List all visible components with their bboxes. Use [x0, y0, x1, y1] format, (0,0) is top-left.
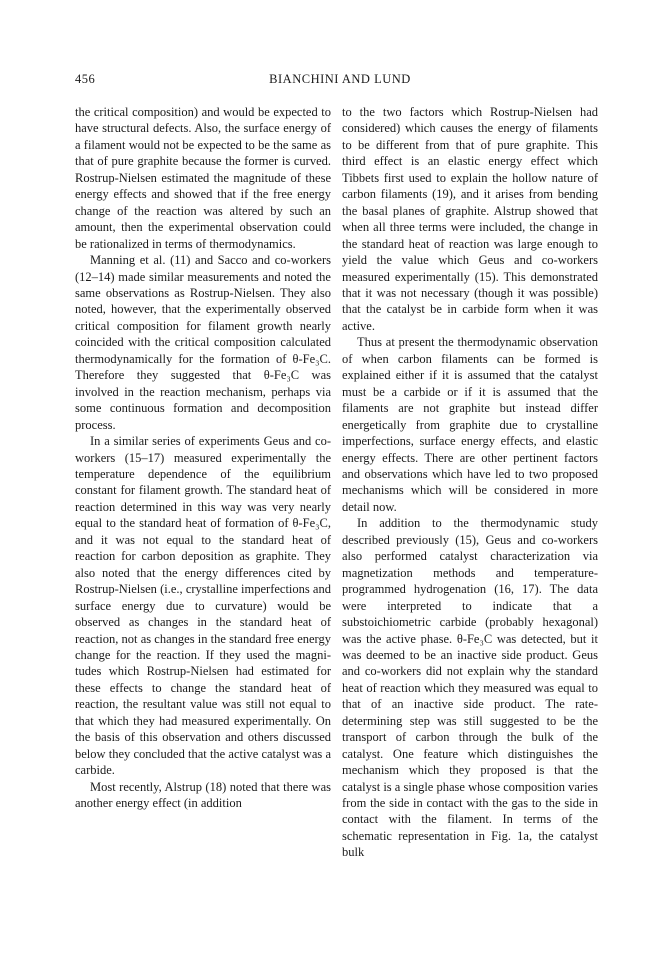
right-column: [342, 104, 598, 861]
page-number: 456: [75, 72, 96, 86]
paragraph: In addition to the thermodynamic study described previously (15), Geus and co-workers also performed catalyst characterization via magnetization methods and temperature-programmed hydrogenation (16, 17). The data were interpreted to indicate that a substoichiometric carbide (probably hexagonal) was the active phase. θ-Fe₃C was detected, but it was deemed to be an inactive side product. Geus and co-workers did not explain why the standard heat of reaction which they measured was equal to that of an inactive side product. The rate-determining step was still suggested to be the transport of carbon through the bulk of the catalyst. One feature which distinguishes the mechanism which they proposed is that the catalyst is a single phase whose composition varies from the side in contact with the gas to the side in contact with the filament. In terms of the schematic representation in Fig. 1a, the catalyst bulk: [342, 516, 598, 860]
paragraph: the critical composition) and would be expected to have structural defects. Also, the surface energy of a filament would not be expected to be the same as that of pure graphite because the former is curved. Rostrup-Nielsen estimated the magnitude of these energy effects and showed that if the free energy change of the reaction was altered by such an amount, then the experimental observation could be rationalized in terms of thermodynamics.: [75, 105, 331, 251]
paragraph: to the two factors which Rostrup-Nielsen had considered) which causes the energy of filaments to be different from that of pure graphite. This third effect is an elastic energy effect which Tibbets first used to explain the hollow nature of carbon filaments (19), and it arises from bending the basal planes of graphite. Alstrup showed that when all three terms were included, the change in the standard heat of reaction was large enough to yield the value which Geus and co-workers measured experimentally (15). This demonstrated that it was not necessary (though it was possible) that the catalyst be in carbide form when it was active.: [342, 105, 598, 333]
paragraph: In a similar series of experiments Geus and co-workers (15–17) measured experimentally the temperature dependence of the equilibrium constant for filament growth. The standard heat of reaction determined in this way was very nearly equal to the standard heat of formation of θ-Fe₃C, and it was not equal to the standard heat of reaction for carbon deposition as graphite. They also noted that the energy differences cited by Rostrup-Nielsen (i.e., crystalline imperfections and surface energy due to curvature) would be observed as changes in the standard heat of reaction, not as changes in the standard free energy change for the reaction. If they used the magnitudes which Rostrup-Nielsen had estimated for these effects to change the standard heat of reaction, the resultant value was still not equal to that which they had measured experimentally. On the basis of this observation and others discussed below they concluded that the active catalyst was a carbide.: [75, 434, 331, 778]
paragraph: Thus at present the thermodynamic observation of when carbon filaments can be formed is explained either if it is assumed that the catalyst must be a carbide or if it is assumed that the filaments are not graphite but instead differ energetically from graphite due to crystalline imperfections, surface energy effects, and elastic energy effects. There are other pertinent factors and observations which have led to two proposed mechanisms which will be considered in more detail now.: [342, 335, 598, 514]
left-column: [75, 104, 331, 811]
paragraph: Manning et al. (11) and Sacco and co-workers (12–14) made similar measurements and noted the same observations as Rostrup-Nielsen. They also noted, however, that the experimentally observed critical composition for filament growth nearly coincided with the critical composition calculated thermodynamically for the formation of θ-Fe₃C. Therefore they suggested that θ-Fe₃C was involved in the reaction mechanism, perhaps via some continuous formation and decomposition process.: [75, 253, 331, 432]
paragraph: Most recently, Alstrup (18) noted that there was another energy effect (in addition: [75, 779, 331, 811]
running-title: BIANCHINI AND LUND: [269, 72, 411, 86]
